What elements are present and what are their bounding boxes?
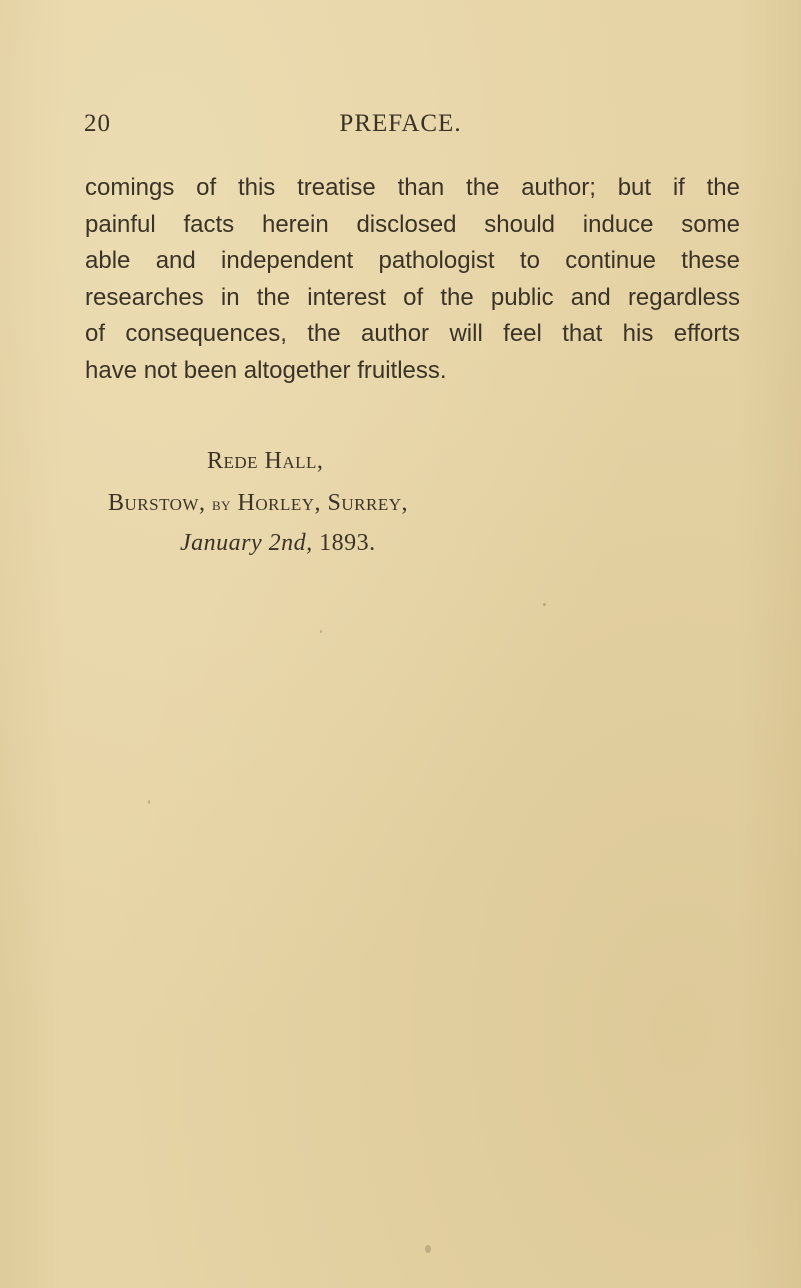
signoff-date [180,530,376,557]
paper-speck [148,800,150,804]
signoff-address-county: Horley, Surrey, [237,490,409,516]
running-title: PREFACE. [339,110,462,137]
body-line: of consequences, the author will feel that his efforts [85,320,740,347]
signoff-place-text: Rede Hall, [207,448,324,474]
paper-speck [543,603,546,606]
body-paragraph [85,170,740,389]
running-head [0,110,801,144]
signoff-date-day: January 2nd, [180,530,313,556]
body-line: researches in the interest of the public and regardless [85,283,740,311]
paper-speck [425,1245,431,1253]
body-line: painful facts herein disclosed should induce some [85,210,740,238]
signoff-place [207,448,323,475]
body-line: have not been altogether fruitless. [85,356,447,384]
paper-speck [320,630,322,633]
body-line: comings of this treatise than the author; but if the [85,174,740,201]
body-line: able and independent pathologist to continue these [85,247,740,274]
signoff-address-town: Burstow, [108,490,206,516]
signoff-address [108,490,408,517]
page-number: 20 [84,110,111,137]
signoff-address-by: by [211,494,232,515]
signoff-date-year: 1893. [319,530,376,556]
